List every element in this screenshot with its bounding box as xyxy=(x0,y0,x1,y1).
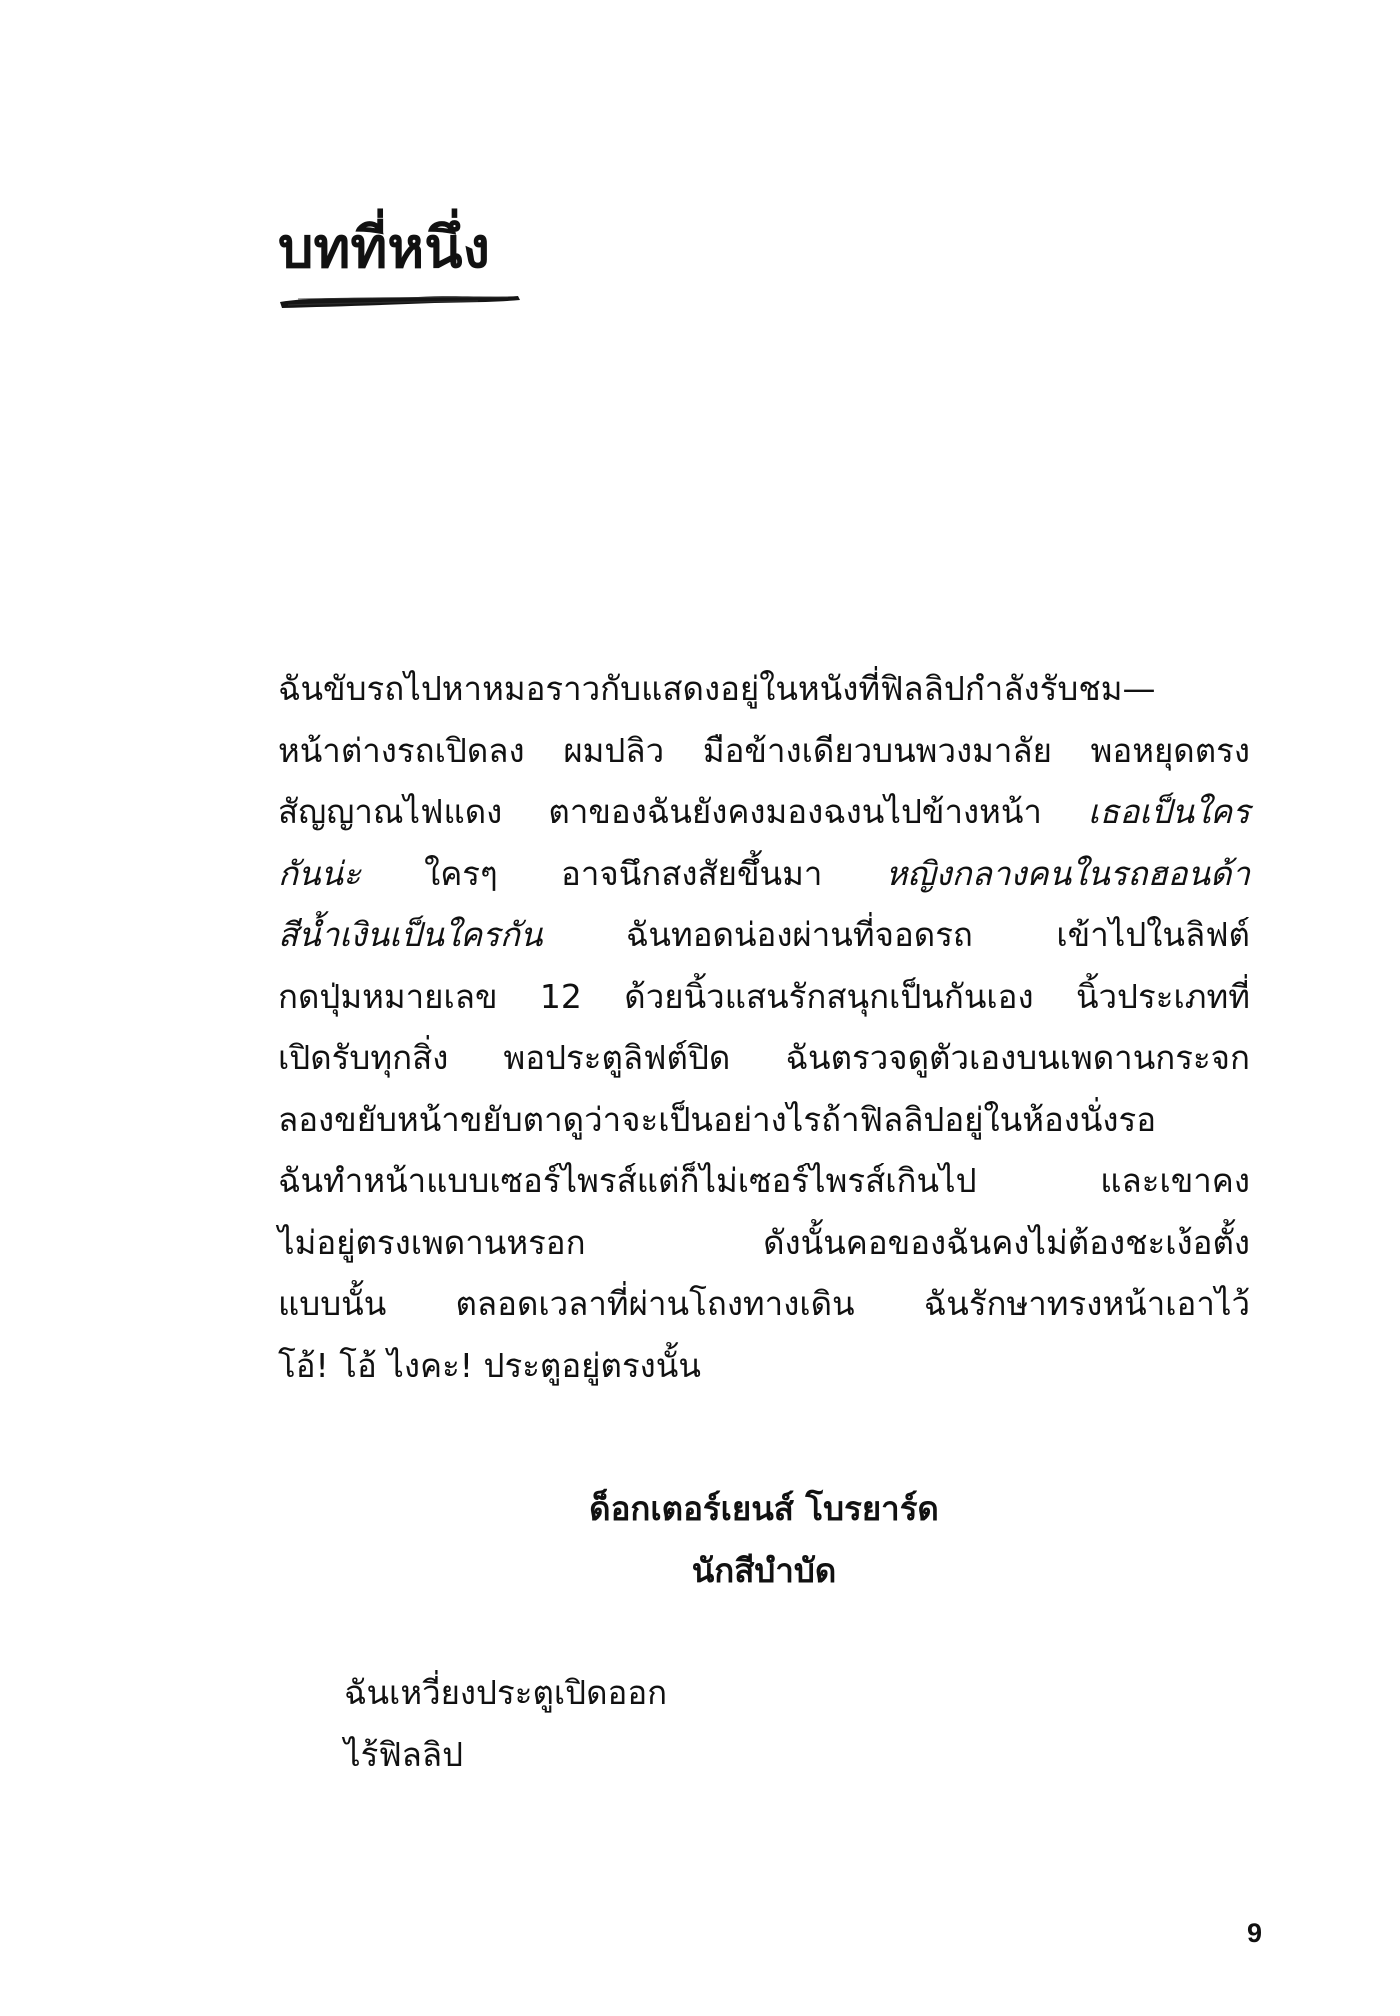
italic-thought: เธอเป็นใคร xyxy=(1088,792,1250,831)
italic-thought: หญิงกลางคนในรถฮอนด้า xyxy=(885,853,1250,893)
body-line: ฉันทำหน้าแบบเซอร์ไพรส์แต่ก็ไม่เซอร์ไพรส์เกินไป และเขาคง xyxy=(278,1161,1250,1200)
brush-underline xyxy=(278,290,522,312)
body-line: สีน้ำเงินเป็นใครกัน ฉันทอดน่องผ่านที่จอดรถ เข้าไปในลิฟต์ xyxy=(278,915,1250,954)
signature-name: ด็อกเตอร์เยนส์ โบรยาร์ด xyxy=(589,1489,939,1528)
body-line: กันน่ะ ใครๆ อาจนึกสงสัยขึ้นมา หญิงกลางคนในรถฮอนด้า xyxy=(278,853,1250,893)
body-line: แบบนั้น ตลอดเวลาที่ผ่านโถงทางเดิน ฉันรักษาทรงหน้าเอาไว้ xyxy=(278,1284,1250,1323)
closing-line: ฉันเหวี่ยงประตูเปิดออก xyxy=(344,1673,668,1712)
body-line: สัญญาณไฟแดง ตาของฉันยังคงมองฉงนไปข้างหน้า เธอเป็นใคร xyxy=(278,792,1250,831)
body-line: ฉันขับรถไปหาหมอราวกับแสดงอยู่ในหนังที่ฟิลลิปกำลังรับชม— xyxy=(278,669,1156,708)
italic-thought: สีน้ำเงินเป็นใครกัน xyxy=(278,915,543,954)
closing-line: ไร้ฟิลลิป xyxy=(344,1735,464,1774)
body-line: เปิดรับทุกสิ่ง พอประตูลิฟต์ปิด ฉันตรวจดูตัวเองบนเพดานกระจก xyxy=(278,1038,1250,1077)
body-line: ไม่อยู่ตรงเพดานหรอก ดังนั้นคอของฉันคงไม่ต้องชะเง้อตั้ง xyxy=(278,1222,1250,1262)
closing-text xyxy=(344,1662,667,1786)
body-line: ลองขยับหน้าขยับตาดูว่าจะเป็นอย่างไรถ้าฟิลลิปอยู่ในห้องนั่งรอ xyxy=(278,1099,1157,1139)
chapter-body xyxy=(278,658,1250,1396)
body-line: หน้าต่างรถเปิดลง ผมปลิว มือข้างเดียวบนพวงมาลัย พอหยุดตรง xyxy=(278,730,1250,770)
italic-thought: กันน่ะ xyxy=(278,853,361,893)
signature-title: นักสีบำบัด xyxy=(691,1551,837,1590)
chapter-heading: บทที่หนึ่ง xyxy=(278,216,490,281)
body-line: โอ้! โอ้ ไงคะ! ประตูอยู่ตรงนั้น xyxy=(278,1345,701,1385)
page-number: 9 xyxy=(1246,1918,1262,1948)
body-line: กดปุ่มหมายเลข 12 ด้วยนิ้วแสนรักสนุกเป็นกันเอง นิ้วประเภทที่ xyxy=(278,976,1250,1016)
